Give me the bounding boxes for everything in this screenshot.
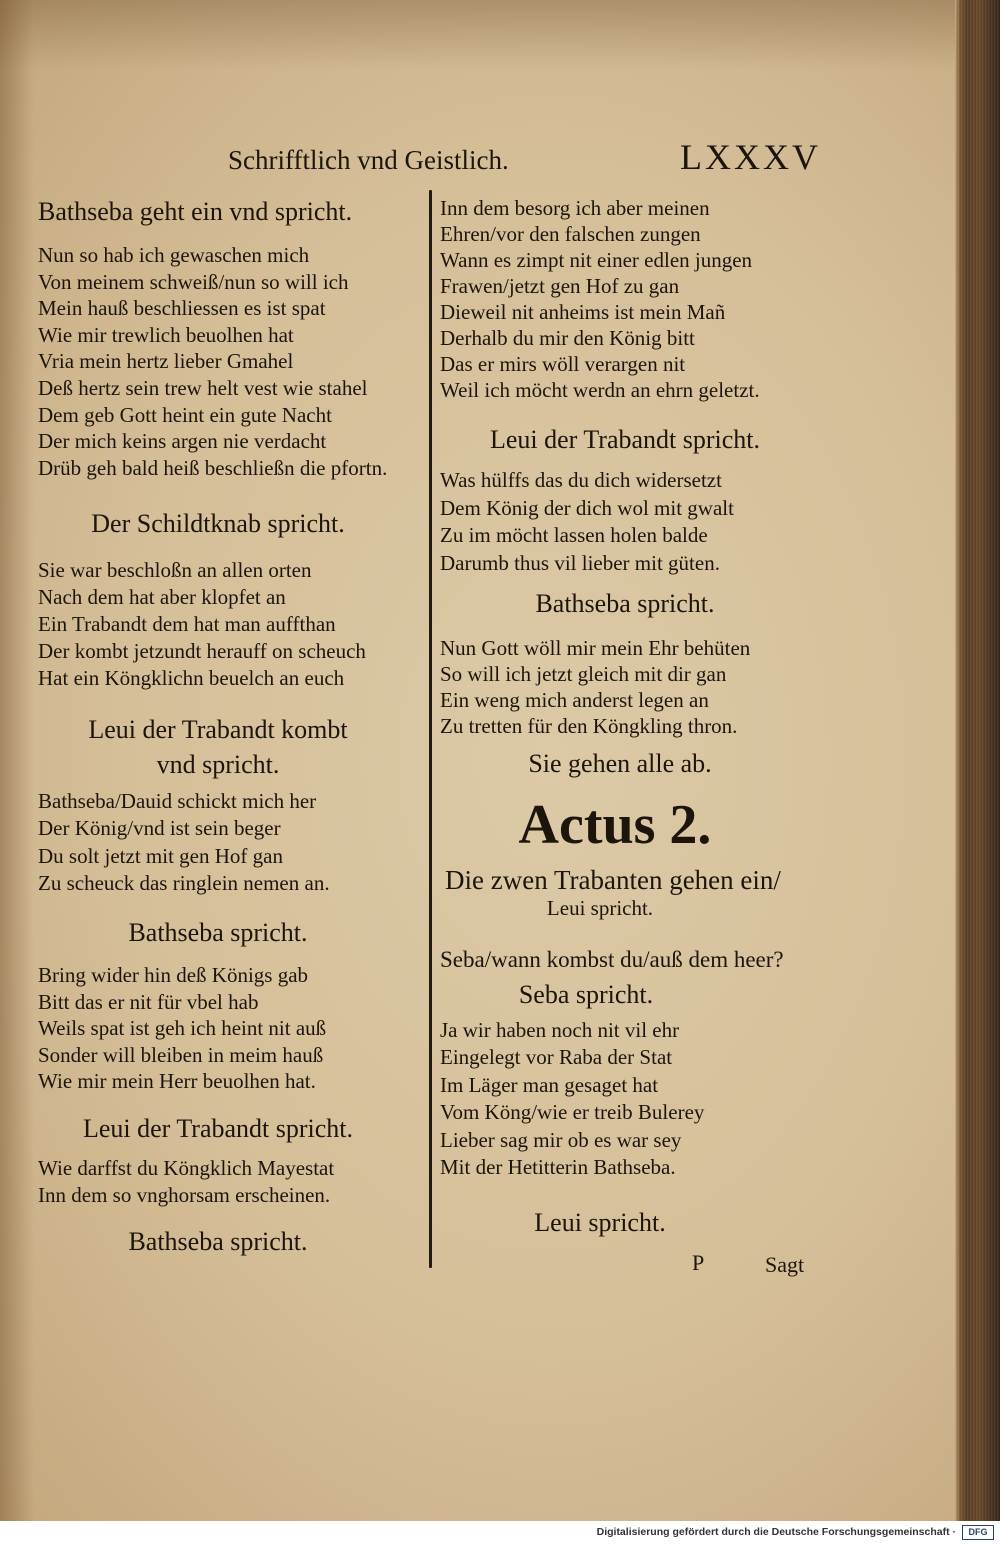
- speaker-heading: Seba spricht.: [518, 980, 654, 1009]
- speaker-heading-line: Leui der Trabandt kombt: [88, 715, 348, 744]
- verse-line: Von meinem schweiß/nun so will ich: [38, 269, 349, 294]
- dfg-logo: DFG: [962, 1525, 994, 1540]
- verse-line: Mit der Hetitterin Bathseba.: [440, 1155, 676, 1180]
- funding-credit: Digitalisierung gefördert durch die Deutsche Forschungsgemeinschaft ·: [596, 1526, 956, 1538]
- verse-line: Deß hertz sein trew helt vest wie stahel: [38, 375, 368, 400]
- verse-line: Sie war beschloßn an allen orten: [38, 558, 312, 582]
- verse-line: Ein Trabandt dem hat man auffthan: [38, 612, 336, 636]
- verse-line: Nach dem hat aber klopfet an: [38, 585, 286, 609]
- verse-line: Dem König der dich wol mit gwalt: [440, 495, 734, 520]
- folio-number: LXXXV: [680, 137, 821, 177]
- speaker-heading: Leui der Trabandt spricht.: [82, 1114, 354, 1143]
- verse-line: Sonder will bleiben in meim hauß: [38, 1042, 324, 1067]
- verse-line: Dem geb Gott heint ein gute Nacht: [38, 402, 332, 427]
- verse-line: Der mich keins argen nie verdacht: [38, 429, 327, 454]
- speaker-heading: Leui der Trabandt spricht.: [489, 425, 761, 454]
- book-fore-edge: [955, 0, 1000, 1521]
- verse-line: Eingelegt vor Raba der Stat: [440, 1045, 673, 1070]
- verse-line: Bring wider hin deß Königs gab: [38, 963, 309, 987]
- speaker-heading: Bathseba geht ein vnd spricht.: [38, 197, 353, 226]
- verse-line: Vom Köng/wie er treib Bulerey: [440, 1100, 705, 1125]
- verse-block: [38, 788, 330, 897]
- speaker-heading-line: vnd spricht.: [156, 750, 280, 779]
- stage-direction: Sie gehen alle ab.: [528, 749, 712, 778]
- speaker-heading: Der Schildtknab spricht.: [91, 509, 345, 538]
- verse-line: Das er mirs wöll verargen nit: [440, 352, 686, 376]
- verse-line: Bathseba/Dauid schickt mich her: [38, 789, 317, 813]
- verse-line: Zu tretten für den Köngkling thron.: [440, 714, 738, 738]
- speaker-heading: Bathseba spricht.: [128, 918, 308, 947]
- verse-line: Hat ein Köngklichn beuelch an euch: [38, 666, 345, 690]
- verse-line: Derhalb du mir den König bitt: [440, 326, 695, 350]
- verse-line: Du solt jetzt mit gen Hof gan: [38, 843, 283, 868]
- verse-line: Ehren/vor den falschen zungen: [440, 222, 701, 246]
- verse-block: [440, 635, 750, 739]
- verse-line: Zu im möcht lassen holen balde: [440, 523, 708, 548]
- verse-line: Der König/vnd ist sein beger: [38, 816, 281, 841]
- verse-line: Frawen/jetzt gen Hof zu gan: [440, 274, 680, 298]
- verse-line: Nun so hab ich gewaschen mich: [38, 243, 310, 267]
- speaker-heading: Bathseba spricht.: [535, 589, 715, 618]
- speaker-heading: Leui spricht.: [534, 1208, 666, 1237]
- catchword: Sagt: [765, 1252, 805, 1277]
- verse-line: Wie darffst du Köngklich Mayestat: [38, 1156, 335, 1180]
- verse-line: Der kombt jetzundt herauff on scheuch: [38, 639, 366, 663]
- verse-line: Drüb geh bald heiß beschließn die pfortn.: [38, 455, 388, 480]
- verse-line: Ein weng mich anderst legen an: [440, 688, 709, 712]
- running-head: Schrifftlich vnd Geistlich.: [228, 145, 509, 175]
- verse-line: Wie mir trewlich beuolhen hat: [38, 322, 294, 347]
- verse-line: Inn dem besorg ich aber meinen: [440, 196, 710, 220]
- verse-block: [440, 195, 760, 403]
- verse-line: Seba/wann kombst du/auß dem heer?: [440, 947, 784, 972]
- verse-block: [440, 1017, 704, 1181]
- verse-block: [440, 467, 734, 578]
- verse-line: Darumb thus vil lieber mit güten.: [440, 551, 720, 576]
- verse-line: Weils spat ist geh ich heint nit auß: [38, 1016, 327, 1041]
- verse-line: Wann es zimpt nit einer edlen jungen: [440, 248, 753, 272]
- act-heading: Actus 2.: [518, 794, 712, 856]
- speaker-heading: [18, 712, 418, 782]
- verse-line: Ja wir haben noch nit vil ehr: [440, 1018, 680, 1042]
- verse-line: Weil ich möcht werdn an ehrn geletzt.: [440, 378, 760, 402]
- verse-line: Dieweil nit anheims ist mein Mañ: [440, 300, 726, 324]
- verse-line: Wie mir mein Herr beuolhen hat.: [38, 1069, 316, 1094]
- column-rule: [429, 190, 432, 1268]
- verse-line: Inn dem so vnghorsam erscheinen.: [38, 1183, 331, 1207]
- signature-mark: P: [692, 1250, 705, 1275]
- verse-line: Vria mein hertz lieber Gmahel: [38, 349, 294, 374]
- verse-block: [38, 1155, 334, 1209]
- stage-direction: Die zwen Trabanten gehen ein/: [445, 865, 781, 895]
- verse-line: So will ich jetzt gleich mit dir gan: [440, 662, 727, 686]
- page-top-shadow: [0, 0, 960, 70]
- verse-line: Was hülffs das du dich widersetzt: [440, 468, 722, 492]
- verse-line: Im Läger man gesaget hat: [440, 1072, 659, 1097]
- verse-block: [38, 242, 387, 481]
- verse-line: Lieber sag mir ob es war sey: [440, 1127, 682, 1152]
- verse-line: Nun Gott wöll mir mein Ehr behüten: [440, 636, 751, 660]
- verse-block: [38, 962, 326, 1095]
- verse-block: [38, 557, 366, 692]
- verse-line: Zu scheuck das ringlein nemen an.: [38, 870, 330, 895]
- verse-line: Bitt das er nit für vbel hab: [38, 989, 259, 1014]
- speaker-heading: Leui spricht.: [546, 896, 654, 920]
- verse-line: Mein hauß beschliessen es ist spat: [38, 296, 326, 321]
- speaker-heading: Bathseba spricht.: [128, 1227, 308, 1256]
